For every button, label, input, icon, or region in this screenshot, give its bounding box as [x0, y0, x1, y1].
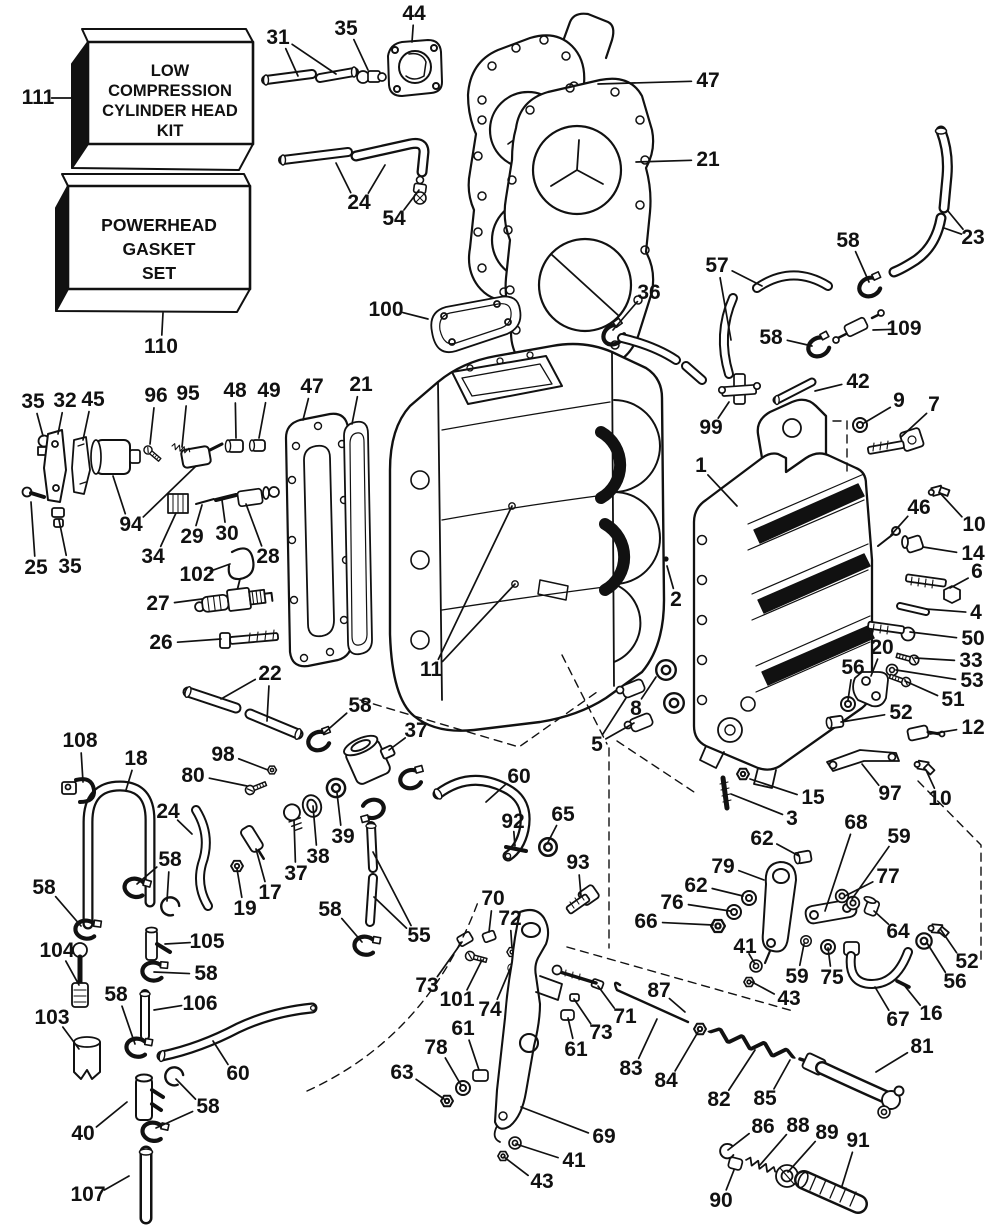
callout-68-95: 68	[844, 811, 868, 834]
callout-67-105: 67	[886, 1008, 910, 1031]
callout-11-42: 11	[419, 658, 443, 681]
washer-78	[456, 1081, 470, 1095]
callout-25-34: 25	[24, 556, 48, 579]
callout-43-102: 43	[777, 987, 801, 1010]
callout-65-80: 65	[551, 803, 575, 826]
callout-94-29: 94	[119, 513, 143, 536]
clip-58-g	[158, 894, 182, 918]
callout-96-23: 96	[144, 384, 168, 407]
hose-24-top	[281, 143, 425, 172]
callout-77-97: 77	[876, 865, 900, 888]
spring-82	[709, 1026, 795, 1062]
spring-88	[745, 1156, 777, 1174]
callout-37-69: 37	[404, 719, 428, 742]
callout-16-106: 16	[919, 1002, 943, 1025]
callout-71-108: 71	[613, 1005, 637, 1028]
callout-20-54: 20	[870, 636, 894, 659]
callout-52-56: 52	[889, 701, 913, 724]
clamp-58-a	[856, 272, 886, 300]
callout-70-82: 70	[481, 887, 505, 910]
detent-pin-91	[796, 1171, 858, 1206]
lever-97	[827, 750, 899, 771]
callout-21-6: 21	[696, 148, 720, 171]
crankcase-half-1	[694, 400, 874, 788]
callout-35-3: 35	[334, 17, 358, 40]
kit-box-110-line1: POWERHEAD	[101, 215, 217, 235]
screw-96	[142, 444, 162, 463]
fitting-35-top	[357, 71, 386, 83]
callout-43-118: 43	[530, 1170, 554, 1193]
screw-51	[888, 672, 911, 688]
lockout-bracket-69	[495, 910, 562, 1142]
callout-33-51: 33	[959, 649, 983, 672]
washer-76	[727, 905, 741, 919]
callout-39-71: 39	[331, 825, 355, 848]
callout-47-5: 47	[696, 69, 720, 92]
kit-box-111-line2: COMPRESSION	[108, 82, 232, 100]
hose-23	[894, 128, 947, 272]
callout-109-14: 109	[886, 317, 922, 340]
kit-box-111-line3: CYLINDER HEAD	[102, 102, 238, 120]
callout-40-132: 40	[71, 1122, 95, 1145]
bolt-6	[906, 574, 960, 603]
callout-53-52: 53	[960, 669, 984, 692]
bolt-54	[413, 177, 426, 205]
callout-10-59: 10	[928, 787, 952, 810]
clamp-58-i	[142, 960, 168, 982]
callout-51-53: 51	[941, 688, 965, 711]
bolt-7	[868, 427, 925, 454]
link-tube-67	[844, 942, 908, 984]
nut-15	[737, 769, 749, 779]
callout-42-16: 42	[846, 370, 870, 393]
callout-82-113: 82	[707, 1088, 731, 1111]
callout-15-60: 15	[801, 786, 825, 809]
callout-64-98: 64	[886, 920, 910, 943]
callout-80-65: 80	[181, 764, 205, 787]
bypass-cover-group-left	[23, 430, 91, 527]
callout-46-46: 46	[907, 496, 931, 519]
callout-98-64: 98	[211, 743, 235, 766]
kit-box-111-line4: KIT	[156, 122, 184, 140]
callout-58-68: 58	[32, 876, 56, 899]
pin-16	[897, 981, 909, 987]
hose-18	[88, 786, 150, 924]
washer-59-lower	[801, 936, 812, 947]
callout-29-31: 29	[180, 525, 204, 548]
link-arm-79	[763, 862, 796, 963]
bracket-bolts-70-74	[456, 930, 517, 972]
base-gasket-100	[431, 297, 520, 353]
callout-87-107: 87	[647, 979, 671, 1002]
callout-73-109: 73	[589, 1021, 613, 1044]
callout-75-101: 75	[820, 966, 844, 989]
callout-5-44: 5	[591, 733, 603, 756]
callout-57-12: 57	[705, 254, 729, 277]
spark-plug-27	[194, 585, 273, 615]
screw-80	[244, 779, 267, 795]
callout-81-115: 81	[910, 1035, 934, 1058]
callout-66-90: 66	[634, 910, 658, 933]
callout-24-66: 24	[156, 800, 180, 823]
callout-58-77: 58	[318, 898, 342, 921]
clamp-58-l	[141, 1119, 169, 1143]
callout-3-61: 3	[786, 807, 798, 830]
callout-63-89: 63	[390, 1061, 414, 1084]
callout-60-78: 60	[507, 765, 531, 788]
callout-7-19: 7	[928, 393, 940, 416]
callout-108-62: 108	[62, 729, 98, 752]
callout-1-40: 1	[695, 454, 707, 477]
kit-box-110-line3: SET	[141, 263, 177, 283]
callout-59-100: 59	[785, 965, 809, 988]
fitting-10-upper	[928, 484, 951, 501]
cap-62-upper	[794, 850, 812, 864]
kit-box-powerhead-gasket	[56, 174, 250, 312]
callout-58-131: 58	[196, 1095, 220, 1118]
callout-26-38: 26	[149, 631, 173, 654]
callout-36-11: 36	[637, 281, 661, 304]
callout-21-28: 21	[349, 373, 373, 396]
callout-58-13: 58	[836, 229, 860, 252]
kit-box-110-line2: GASKET	[122, 239, 196, 259]
callout-54-9: 54	[382, 207, 406, 230]
callout-19-75: 19	[233, 897, 257, 920]
callout-111-0: 111	[21, 86, 55, 109]
adapter-plate-44	[388, 40, 442, 96]
callout-2-41: 2	[670, 588, 682, 611]
tee-fitting-99	[719, 374, 760, 404]
callout-8-43: 8	[630, 697, 642, 720]
callout-72-83: 72	[498, 907, 522, 930]
callout-4-49: 4	[970, 601, 982, 624]
stud-3	[720, 778, 731, 808]
callout-10-45: 10	[962, 513, 986, 536]
check-valve-109	[833, 310, 884, 343]
callout-12-57: 12	[961, 716, 985, 739]
callout-60-130: 60	[226, 1062, 250, 1085]
callout-37-73: 37	[284, 862, 308, 885]
callout-107-133: 107	[70, 1183, 106, 1206]
callout-101-85: 101	[439, 988, 475, 1011]
callout-47-27: 47	[300, 375, 324, 398]
washer-41-lower	[509, 1137, 521, 1149]
callout-9-18: 9	[893, 389, 905, 412]
callout-55-76: 55	[407, 924, 431, 947]
callout-34-30: 34	[141, 545, 165, 568]
callout-58-15: 58	[759, 326, 783, 349]
callout-27-37: 27	[146, 592, 170, 615]
callout-61-87: 61	[451, 1017, 475, 1040]
pin-2	[663, 556, 668, 561]
callout-17-74: 17	[258, 881, 282, 904]
callout-92-79: 92	[501, 810, 525, 833]
fuel-pump-column	[72, 928, 170, 1219]
callout-35-20: 35	[21, 390, 45, 413]
callout-79-93: 79	[711, 855, 735, 878]
callout-89-121: 89	[815, 1121, 839, 1144]
washer-41-upper	[750, 960, 762, 972]
fitting-52-right	[928, 924, 950, 937]
washer-62-mid	[742, 891, 756, 905]
callout-86-119: 86	[751, 1115, 775, 1138]
callout-45-22: 45	[81, 388, 105, 411]
tube-81-assembly	[802, 1053, 904, 1118]
callout-91-122: 91	[846, 1129, 870, 1152]
callout-110-1: 110	[144, 335, 178, 358]
clamp-58-j	[125, 1035, 153, 1058]
callout-74-86: 74	[478, 998, 502, 1021]
clip-86	[720, 1144, 733, 1158]
callout-58-70: 58	[348, 694, 372, 717]
callout-100-10: 100	[368, 298, 404, 321]
callout-95-24: 95	[176, 382, 200, 405]
washer-89	[776, 1165, 798, 1187]
callout-78-88: 78	[424, 1036, 448, 1059]
clamp-58-d	[357, 797, 386, 822]
callout-105-125: 105	[189, 930, 225, 953]
water-hoses-57	[724, 275, 828, 374]
callout-83-111: 83	[619, 1057, 643, 1080]
callout-103-127: 103	[34, 1006, 70, 1029]
callout-30-32: 30	[215, 522, 239, 545]
fitting-10-lower	[913, 760, 935, 775]
callout-69-116: 69	[592, 1125, 616, 1148]
nut-66	[711, 920, 725, 932]
callout-88-120: 88	[786, 1114, 810, 1137]
exhaust-gasket-21	[344, 422, 372, 655]
callout-49-26: 49	[257, 379, 281, 402]
exhaust-cover-47	[286, 414, 352, 666]
callout-41-99: 41	[733, 935, 757, 958]
callout-61-110: 61	[564, 1038, 588, 1061]
water-tubes-55	[366, 824, 376, 922]
callout-50-50: 50	[961, 627, 985, 650]
callout-56-104: 56	[943, 970, 967, 993]
callout-90-123: 90	[709, 1189, 733, 1212]
callout-58-126: 58	[194, 962, 218, 985]
callout-32-21: 32	[53, 389, 77, 412]
fuel-tubes-31	[264, 67, 357, 85]
callout-41-117: 41	[562, 1149, 586, 1172]
callout-6-48: 6	[971, 560, 983, 583]
callout-106-128: 106	[182, 992, 218, 1015]
callout-62-92: 62	[684, 874, 708, 897]
callout-76-91: 76	[660, 891, 684, 914]
oil-tubes-22	[184, 686, 302, 740]
callout-22-39: 22	[258, 662, 282, 685]
callout-38-72: 38	[306, 845, 330, 868]
callout-35-35: 35	[58, 555, 82, 578]
callout-24-8: 24	[347, 191, 371, 214]
callout-62-94: 62	[750, 827, 774, 850]
callout-52-103: 52	[955, 950, 979, 973]
callout-58-129: 58	[104, 983, 128, 1006]
washer-9	[853, 418, 867, 432]
callout-85-114: 85	[753, 1087, 777, 1110]
bushings-48-49	[225, 440, 265, 452]
callout-93-81: 93	[566, 851, 590, 874]
bolt-26	[220, 630, 278, 648]
callout-48-25: 48	[223, 379, 247, 402]
plug-14	[902, 535, 924, 553]
callout-56-55: 56	[841, 656, 865, 679]
callout-31-2: 31	[266, 26, 290, 49]
callout-59-96: 59	[887, 825, 911, 848]
kit-box-low-compression	[72, 29, 253, 170]
callout-58-67: 58	[158, 848, 182, 871]
callout-104-124: 104	[39, 939, 75, 962]
kit-box-111-line1: LOW	[150, 62, 190, 80]
cylinder-head-21	[504, 79, 653, 380]
callout-23-7: 23	[961, 226, 985, 249]
callout-97-58: 97	[878, 782, 902, 805]
clip-102	[229, 548, 254, 591]
callout-73-84: 73	[415, 974, 439, 997]
pin-4	[900, 606, 926, 612]
callout-102-36: 102	[179, 563, 215, 586]
callout-14-47: 14	[961, 542, 985, 565]
callout-99-17: 99	[699, 416, 723, 439]
nut-84	[694, 1024, 706, 1034]
bracket-108	[62, 779, 94, 802]
bolt-93	[566, 884, 600, 914]
callout-44-4: 44	[402, 2, 426, 25]
callout-84-112: 84	[654, 1069, 678, 1092]
callout-18-63: 18	[124, 747, 148, 770]
clamp-58-c	[398, 765, 427, 790]
hose-24-left	[196, 810, 208, 906]
plug-90	[728, 1157, 743, 1171]
callout-28-33: 28	[256, 545, 280, 568]
